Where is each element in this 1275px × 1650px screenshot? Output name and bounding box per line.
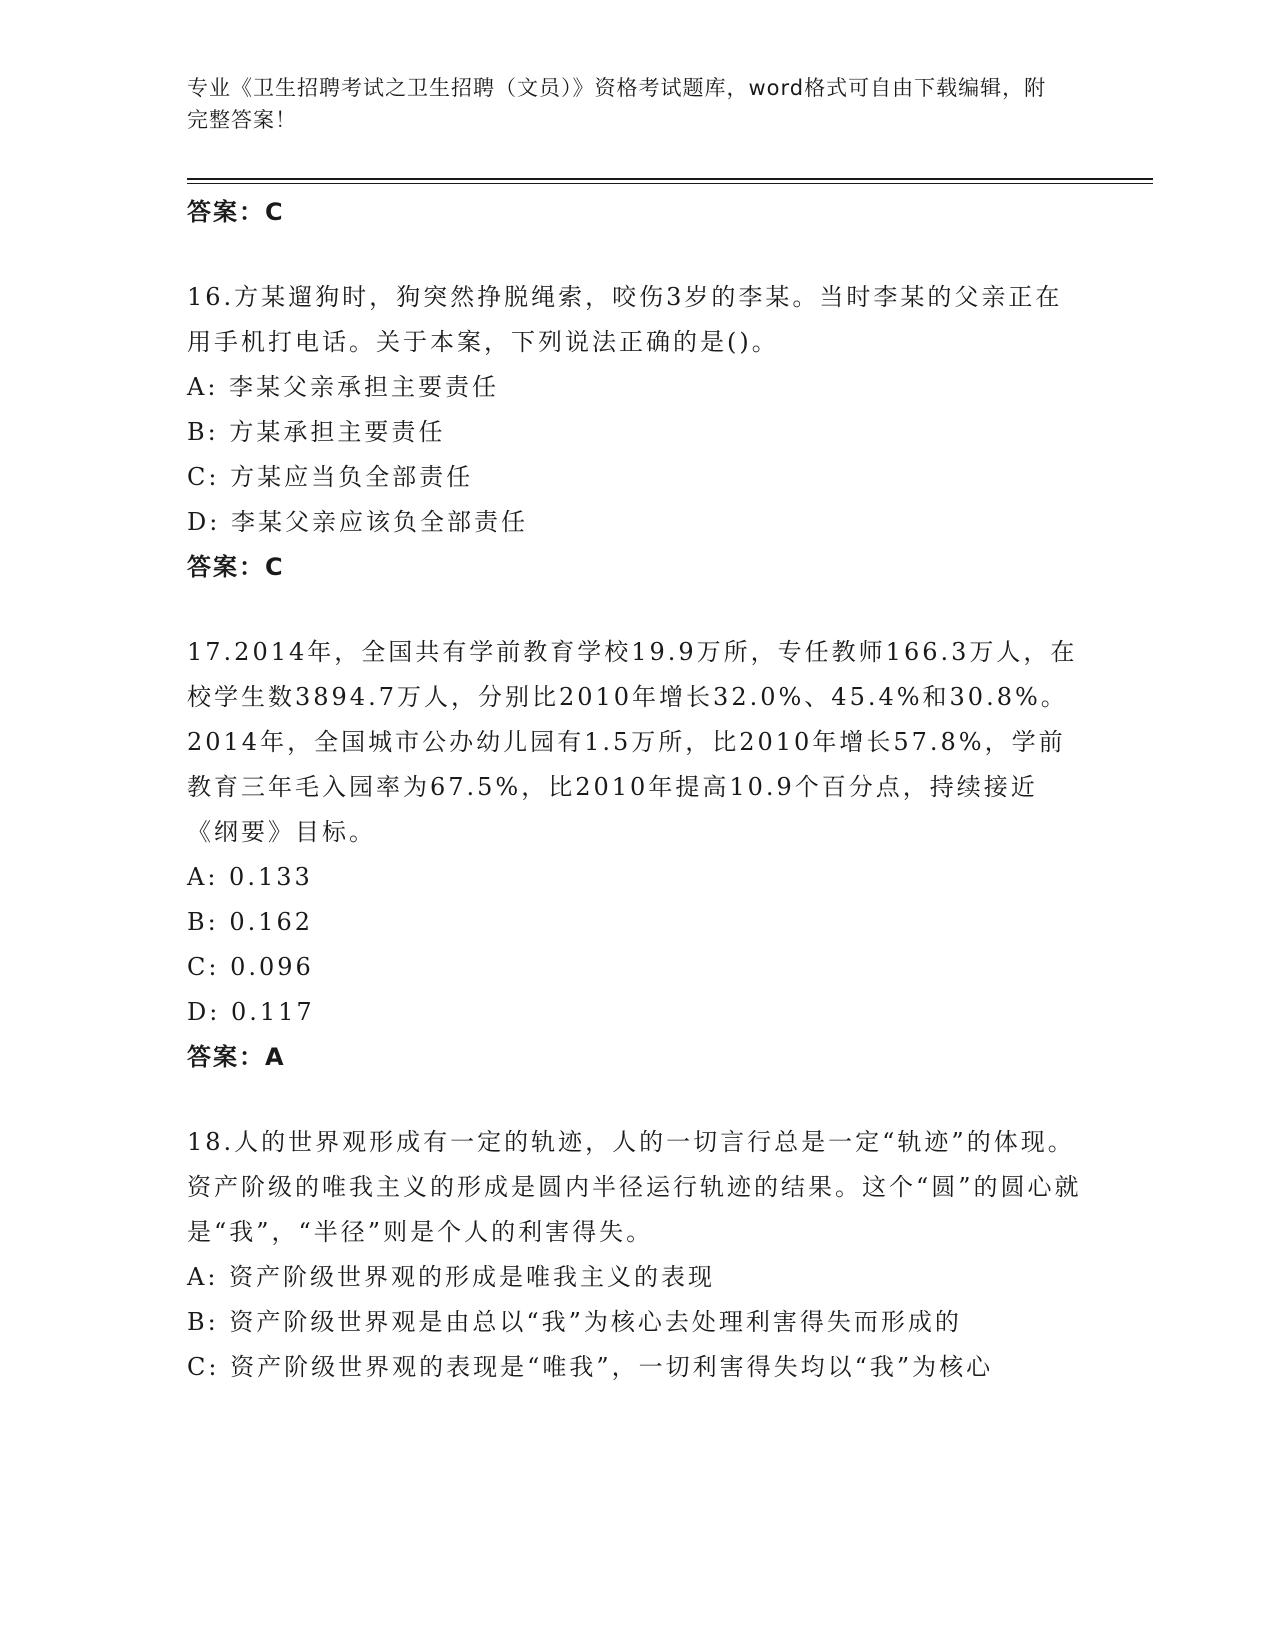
question-text: 18.人的世界观形成有一定的轨迹，人的一切言行总是一定“轨迹”的体现。资产阶级的唯我主义的形成是圆内半径运行轨迹的结果。这个“圆”的圆心就是“我”，“半径”则是个人的利害得失。 [187,1128,1082,1246]
option-a: A: 李某父亲承担主要责任 [187,373,500,401]
option-c: C: 方某应当负全部责任 [187,463,474,491]
option-a: A: 0.133 [187,863,313,891]
option-a: A: 资产阶级世界观的形成是唯我主义的表现 [187,1263,716,1291]
question-16 [187,275,1087,587]
previous-answer: 答案：C [187,198,285,226]
option-c: C: 资产阶级世界观的表现是“唯我”，一切利害得失均以“我”为核心 [187,1353,994,1381]
question-text: 16.方某遛狗时，狗突然挣脱绳索，咬伤3岁的李某。当时李某的父亲正在用手机打电话。关于本案，下列说法正确的是()。 [187,283,1063,356]
answer: 答案：A [187,1043,286,1071]
header-divider [187,178,1153,180]
option-c: C: 0.096 [187,953,314,981]
question-17 [187,630,1087,1077]
option-d: D: 0.117 [187,998,315,1026]
question-list [187,192,1087,1390]
option-b: B: 资产阶级世界观是由总以“我”为核心去处理利害得失而形成的 [187,1308,962,1336]
page-header: 专业《卫生招聘考试之卫生招聘（文员）》资格考试题库，word格式可自由下载编辑，附完整答案！ [187,76,1047,132]
question-18 [187,1120,1087,1390]
answer: 答案：C [187,553,285,581]
question-text: 17.2014年，全国共有学前教育学校19.9万所，专任教师166.3万人，在校学生数3894.7万人，分别比2010年增长32.0%、45.4%和30.8%。2014年，全国城市公办幼儿园有1.5万所，比2010年增长57.8%，学前教育三年毛入园率为67.5%，比2010年提高10.9个百分点，持续接近《纲要》目标。 [187,638,1078,846]
header-divider-thin [187,183,1153,184]
option-b: B: 0.162 [187,908,314,936]
option-b: B: 方某承担主要责任 [187,418,446,446]
option-d: D: 李某父亲应该负全部责任 [187,508,528,536]
